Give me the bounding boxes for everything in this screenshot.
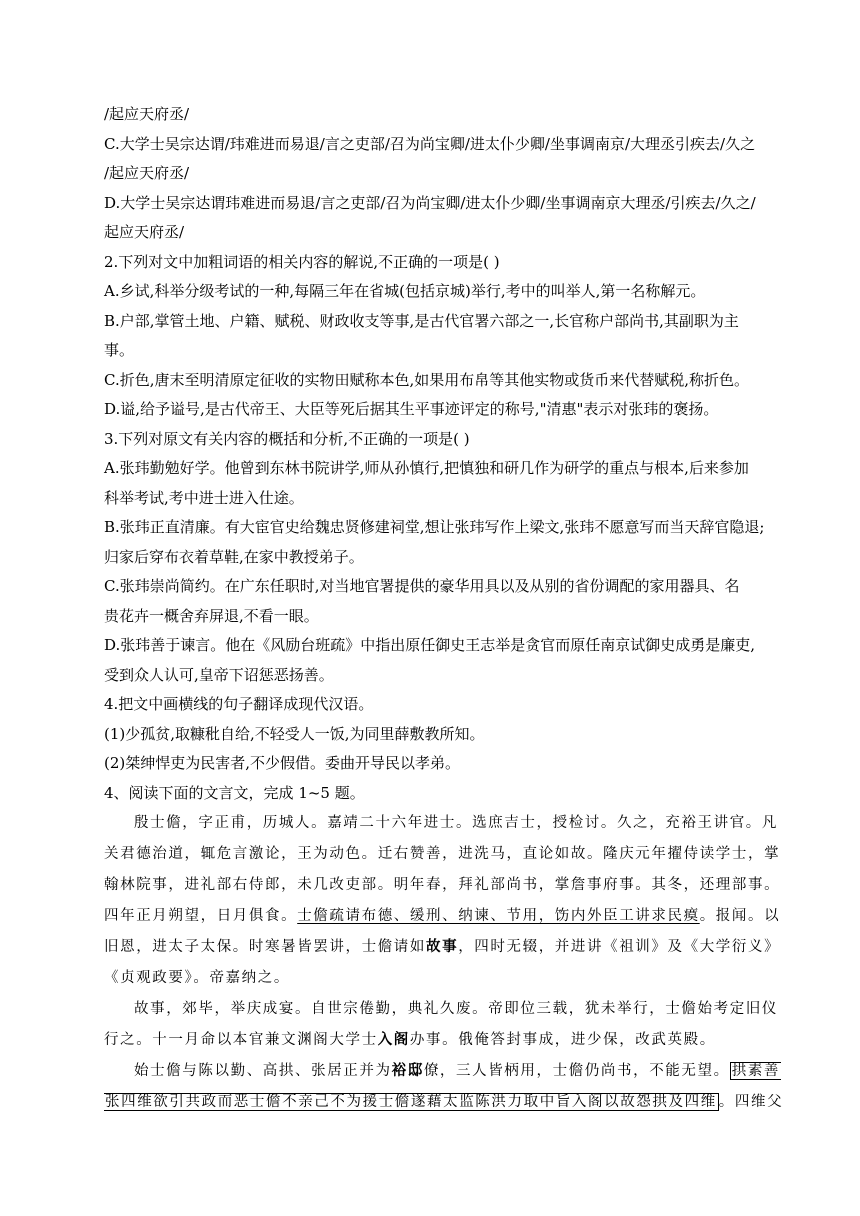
bold-term: 入阁 <box>377 1031 410 1048</box>
text-line: /起应天府丞/ <box>104 105 190 123</box>
q2-option-c: C.折色,唐末至明清原定征收的实物田赋称本色,如果用布帛等其他实物或货币来代替赋税,称折色。 <box>104 371 750 389</box>
text-line: /起应天府丞/ <box>104 164 190 182</box>
passage-text: 四年正月朔望，日月俱食。 <box>104 908 298 924</box>
q2-option-d: D.谥,给予谥号,是古代帝王、大臣等死后据其生平事迹评定的称号,"清惠"表示对张玮的褒扬。 <box>104 400 719 418</box>
q2-option-b: B.户部,掌管土地、户籍、赋税、财政收支等事,是古代官署六部之一,长官称户部尚书,其副职为主 <box>104 312 739 330</box>
q2-option-a: A.乡试,科举分级考试的一种,每隔三年在省城(包括京城)举行,考中的叫举人,第一名称解元。 <box>104 282 706 300</box>
text-line: 贵花卉一概舍弃屏退,不看一眼。 <box>104 607 319 625</box>
passage-text: 。四维父 <box>718 1094 784 1110</box>
bold-term: 故事 <box>426 938 459 955</box>
passage-text: 旧恩，进太子太保。时寒暑皆罢讲，士儋请如 <box>104 939 426 955</box>
text-line: 事。 <box>104 341 135 359</box>
passage-line: 殷士儋，字正甫，历城人。嘉靖二十六年进士。选庶吉士，授检讨。久之，充裕王讲官。凡 <box>134 815 778 831</box>
passage-line <box>104 906 780 926</box>
q3-option-a: A.张玮勤勉好学。他曾到东林书院讲学,师从孙慎行,把慎独和研几作为研学的重点与根本,后来参加 <box>104 459 749 477</box>
passage-text: 始士儋与陈以勤、高拱、张居正并为 <box>134 1063 392 1079</box>
option-c-line: C.大学士吴宗达谓/玮难进而易退/言之吏部/召为尚宝卿/进太仆少卿/坐事调南京/大理丞引疾去/久之 <box>104 135 756 153</box>
passage-text: 行之。十一月命以本官兼文渊阁大学士 <box>104 1032 378 1048</box>
option-d-line: D.大学士吴宗达谓玮难进而易退/言之吏部/召为尚宝卿/进太仆少卿/坐事调南京大理丞/引疾去/久之/ <box>104 194 756 212</box>
question-2: 2.下列对文中加粗词语的相关内容的解说,不正确的一项是( ) <box>104 253 500 271</box>
passage-line <box>104 937 780 957</box>
passage-text: 僚，三人皆柄用，士儋仍尚书，不能无望。 <box>423 1063 730 1079</box>
text-line: 归家后穿布衣着草鞋,在家中教授弟子。 <box>104 548 364 566</box>
question-3: 3.下列对原文有关内容的概括和分析,不正确的一项是( ) <box>104 430 470 448</box>
passage-line: 翰林院事，进礼部右侍郎，未几改吏部。明年春，拜礼部尚书，掌詹事府事。其冬，还理部事。 <box>104 877 781 893</box>
passage-line <box>104 1030 716 1050</box>
text-line: 受到众人认可,皇帝下诏惩恶扬善。 <box>104 666 334 684</box>
q3-option-c: C.张玮崇尚简约。在广东任职时,对当地官署提供的豪华用具以及从别的省份调配的家用器具、名 <box>104 577 740 595</box>
boxed-sentence-end: 张四维欲引共政而恶士儋不亲己不为援士儋遂藉太监陈洪力取中旨入阁以故怨拱及四维 <box>105 1094 717 1110</box>
section-heading: 4、阅读下面的文言文，完成 1~5 题。 <box>104 784 365 802</box>
passage-line: 关君德治道，辄危言激论，王为动色。迁右赞善，进洗马，直论如故。隆庆元年擢侍读学士，掌 <box>104 846 781 862</box>
q4-item-1: (1)少孤贫,取糠秕自给,不轻受人一饭,为同里薛敷教所知。 <box>104 725 485 743</box>
q4-item-2: (2)桀绅悍吏为民害者,不少假借。委曲开导民以孝弟。 <box>104 754 461 772</box>
text-line: 科举考试,考中进士进入仕途。 <box>104 489 304 507</box>
boxed-sentence-start: 拱素善 <box>731 1063 781 1079</box>
passage-line: 故事，郊毕，举庆成宴。自世宗倦勤，典礼久废。帝即位三载，犹未举行，士儋始考定旧仪 <box>134 1001 778 1017</box>
text-line: 起应天府丞/ <box>104 223 185 241</box>
passage-line <box>134 1061 781 1081</box>
underlined-sentence: 士儋疏请布德、缓刑、纳谏、节用，饬内外臣工讲求民瘼 <box>297 908 700 924</box>
q3-option-d: D.张玮善于谏言。他在《风励台班疏》中指出原任御史王志举是贪官而原任南京试御史成勇是廉吏, <box>104 636 756 654</box>
passage-text: 。报闻。以 <box>699 908 781 924</box>
passage-line: 《贞观政要》。帝嘉纳之。 <box>104 970 290 986</box>
passage-text: 办事。俄俺答封事成，进少保，改武英殿。 <box>409 1032 716 1048</box>
passage-line <box>104 1092 783 1112</box>
passage-text: ，四时无辍，并进讲《祖训》及《大学衍义》 <box>458 939 781 955</box>
bold-term: 裕邸 <box>391 1062 424 1079</box>
question-4: 4.把文中画横线的句子翻译成现代汉语。 <box>104 695 374 713</box>
q3-option-b: B.张玮正直清廉。有大宦官史给魏忠贤修建祠堂,想让张玮写作上梁文,张玮不愿意写而当天辞官隐退; <box>104 518 765 536</box>
